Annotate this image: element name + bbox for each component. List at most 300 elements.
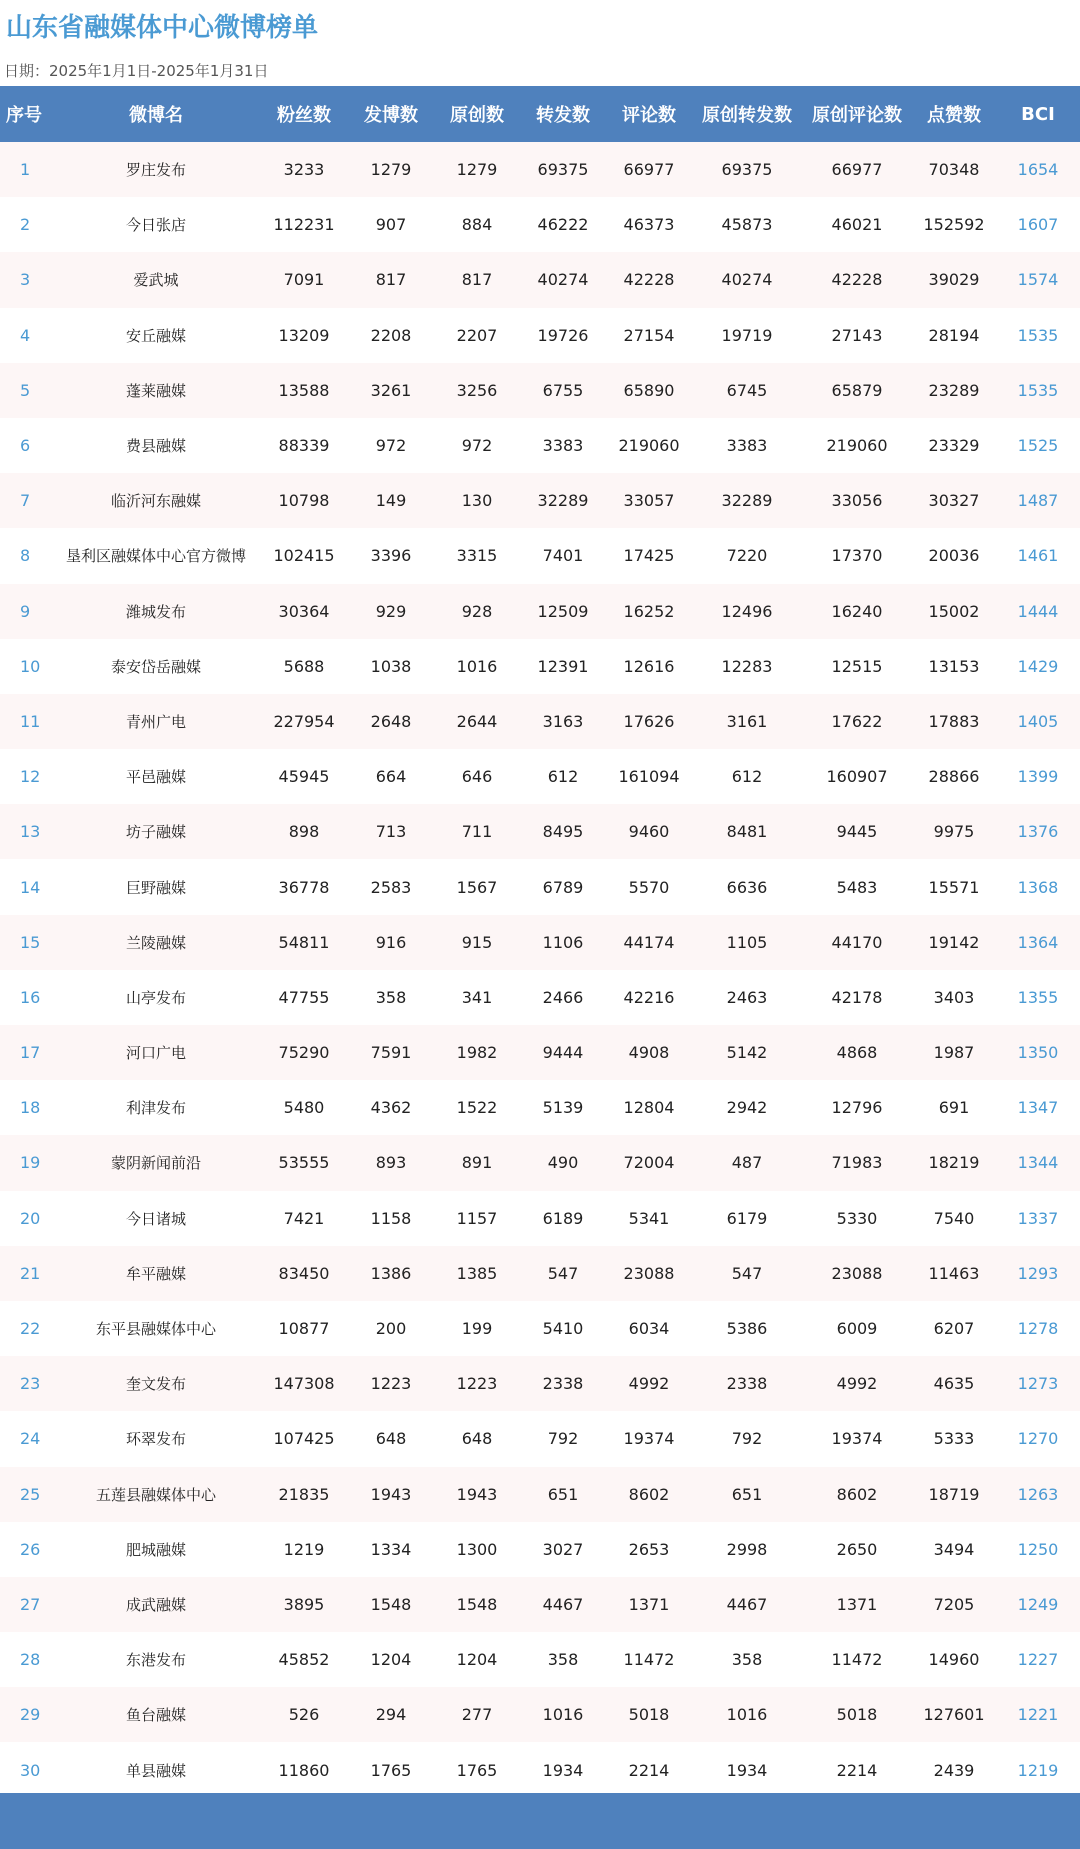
followers-cell: 107425 xyxy=(273,1429,335,1449)
likes-cell: 691 xyxy=(938,1098,970,1118)
posts-cell: 1223 xyxy=(370,1374,412,1394)
comments-cell: 72004 xyxy=(623,1153,675,1173)
posts-cell: 1204 xyxy=(370,1650,412,1670)
reposts-cell: 69375 xyxy=(537,160,589,180)
rank-cell: 3 xyxy=(20,270,31,290)
likes-cell: 3494 xyxy=(933,1539,975,1559)
posts-cell: 1038 xyxy=(370,656,412,676)
column-header-weibo-name[interactable]: 微博名 xyxy=(129,105,183,126)
likes-cell: 18219 xyxy=(928,1153,980,1173)
table-row xyxy=(0,1742,1080,1797)
posts-cell: 893 xyxy=(375,1153,407,1173)
bci-cell: 1350 xyxy=(1017,1043,1059,1063)
original-reposts-cell: 4467 xyxy=(726,1594,768,1614)
original-comments-cell: 4992 xyxy=(836,1374,878,1394)
weibo-name-cell: 五莲县融媒体中心 xyxy=(95,1485,216,1504)
likes-cell: 6207 xyxy=(933,1319,975,1339)
comments-cell: 42216 xyxy=(623,987,675,1007)
weibo-name-cell: 垦利区融媒体中心官方微博 xyxy=(65,547,246,566)
posts-cell: 7591 xyxy=(370,1043,412,1063)
likes-cell: 3403 xyxy=(933,987,975,1007)
bci-cell: 1429 xyxy=(1017,656,1059,676)
original-cell: 915 xyxy=(461,932,493,952)
likes-cell: 4635 xyxy=(933,1374,975,1394)
table-row xyxy=(0,915,1080,970)
column-header-original[interactable]: 原创数 xyxy=(450,105,504,126)
posts-cell: 972 xyxy=(375,436,407,456)
followers-cell: 53555 xyxy=(278,1153,330,1173)
table-row xyxy=(0,694,1080,749)
comments-cell: 65890 xyxy=(623,380,675,400)
reposts-cell: 1934 xyxy=(542,1760,584,1780)
header-row xyxy=(0,86,1080,142)
table-row xyxy=(0,1080,1080,1135)
original-cell: 891 xyxy=(461,1153,493,1173)
followers-cell: 3895 xyxy=(283,1594,325,1614)
reposts-cell: 3163 xyxy=(542,711,584,731)
posts-cell: 3261 xyxy=(370,380,412,400)
column-header-original-reposts[interactable]: 原创转发数 xyxy=(702,105,792,126)
original-comments-cell: 44170 xyxy=(831,932,883,952)
bci-cell: 1355 xyxy=(1017,987,1059,1007)
weibo-name-cell: 安丘融媒 xyxy=(125,326,186,345)
followers-cell: 227954 xyxy=(273,711,335,731)
posts-cell: 817 xyxy=(375,270,407,290)
table-header xyxy=(0,86,1080,142)
original-reposts-cell: 12496 xyxy=(721,601,773,621)
bci-cell: 1227 xyxy=(1017,1650,1059,1670)
original-reposts-cell: 5386 xyxy=(726,1319,768,1339)
likes-cell: 15571 xyxy=(928,877,980,897)
original-comments-cell: 19374 xyxy=(831,1429,883,1449)
weibo-name-cell: 爱武城 xyxy=(133,271,179,290)
original-reposts-cell: 1934 xyxy=(726,1760,768,1780)
reposts-cell: 7401 xyxy=(542,546,584,566)
rank-cell: 25 xyxy=(20,1484,41,1504)
table-row xyxy=(0,197,1080,252)
comments-cell: 33057 xyxy=(623,491,675,511)
ranking-table xyxy=(0,86,1080,1798)
rank-cell: 22 xyxy=(20,1319,41,1339)
comments-cell: 17626 xyxy=(623,711,675,731)
rank-cell: 26 xyxy=(20,1539,41,1559)
original-comments-cell: 27143 xyxy=(831,325,883,345)
rank-cell: 1 xyxy=(20,160,31,180)
original-cell: 277 xyxy=(461,1705,493,1725)
table-row xyxy=(0,1632,1080,1687)
rank-cell: 24 xyxy=(20,1429,41,1449)
table-row xyxy=(0,1411,1080,1466)
original-cell: 1016 xyxy=(456,656,498,676)
reposts-cell: 3383 xyxy=(542,436,584,456)
original-cell: 2207 xyxy=(456,325,498,345)
original-reposts-cell: 5142 xyxy=(726,1043,768,1063)
posts-cell: 4362 xyxy=(370,1098,412,1118)
rank-cell: 2 xyxy=(20,215,31,235)
reposts-cell: 490 xyxy=(547,1153,579,1173)
posts-cell: 149 xyxy=(375,491,407,511)
original-comments-cell: 1371 xyxy=(836,1594,878,1614)
original-reposts-cell: 547 xyxy=(731,1263,763,1283)
rank-cell: 6 xyxy=(20,436,31,456)
original-cell: 1279 xyxy=(456,160,498,180)
posts-cell: 294 xyxy=(375,1705,407,1725)
bci-cell: 1535 xyxy=(1017,380,1059,400)
followers-cell: 54811 xyxy=(278,932,330,952)
bci-cell: 1344 xyxy=(1017,1153,1059,1173)
weibo-name-cell: 青州广电 xyxy=(125,712,186,731)
comments-cell: 11472 xyxy=(623,1650,675,1670)
original-comments-cell: 17370 xyxy=(831,546,883,566)
reposts-cell: 6755 xyxy=(542,380,584,400)
followers-cell: 45852 xyxy=(278,1650,330,1670)
comments-cell: 9460 xyxy=(628,822,670,842)
likes-cell: 23289 xyxy=(928,380,980,400)
original-cell: 1522 xyxy=(456,1098,498,1118)
original-cell: 2644 xyxy=(456,711,498,731)
table-row xyxy=(0,1522,1080,1577)
original-comments-cell: 33056 xyxy=(831,491,883,511)
reposts-cell: 5139 xyxy=(542,1098,584,1118)
reposts-cell: 6789 xyxy=(542,877,584,897)
reposts-cell: 9444 xyxy=(542,1043,584,1063)
original-cell: 3256 xyxy=(456,380,498,400)
followers-cell: 3233 xyxy=(283,160,325,180)
likes-cell: 17883 xyxy=(928,711,980,731)
column-header-posts[interactable]: 发博数 xyxy=(364,105,418,126)
original-comments-cell: 42228 xyxy=(831,270,883,290)
weibo-name-cell: 肥城融媒 xyxy=(125,1540,186,1559)
original-cell: 648 xyxy=(461,1429,493,1449)
comments-cell: 27154 xyxy=(623,325,675,345)
column-header-comments[interactable]: 评论数 xyxy=(622,105,676,126)
posts-cell: 1279 xyxy=(370,160,412,180)
original-comments-cell: 42178 xyxy=(831,987,883,1007)
reposts-cell: 19726 xyxy=(537,325,589,345)
table-row xyxy=(0,859,1080,914)
reposts-cell: 358 xyxy=(547,1650,579,1670)
posts-cell: 1334 xyxy=(370,1539,412,1559)
likes-cell: 28866 xyxy=(928,767,980,787)
bci-cell: 1607 xyxy=(1017,215,1059,235)
original-reposts-cell: 69375 xyxy=(721,160,773,180)
rank-cell: 14 xyxy=(20,877,41,897)
reposts-cell: 792 xyxy=(547,1429,579,1449)
reposts-cell: 12509 xyxy=(537,601,589,621)
rank-cell: 16 xyxy=(20,987,41,1007)
original-reposts-cell: 3383 xyxy=(726,436,768,456)
bci-cell: 1337 xyxy=(1017,1208,1059,1228)
comments-cell: 219060 xyxy=(618,436,680,456)
reposts-cell: 32289 xyxy=(537,491,589,511)
likes-cell: 7540 xyxy=(933,1208,975,1228)
followers-cell: 5480 xyxy=(283,1098,325,1118)
original-reposts-cell: 6636 xyxy=(726,877,768,897)
original-cell: 646 xyxy=(461,767,493,787)
posts-cell: 2208 xyxy=(370,325,412,345)
table-row xyxy=(0,528,1080,583)
rank-cell: 20 xyxy=(20,1208,41,1228)
bci-cell: 1461 xyxy=(1017,546,1059,566)
comments-cell: 2214 xyxy=(628,1760,670,1780)
posts-cell: 1386 xyxy=(370,1263,412,1283)
original-cell: 972 xyxy=(461,436,493,456)
followers-cell: 13209 xyxy=(278,325,330,345)
original-comments-cell: 5330 xyxy=(836,1208,878,1228)
table-row xyxy=(0,418,1080,473)
original-reposts-cell: 1105 xyxy=(726,932,768,952)
likes-cell: 15002 xyxy=(928,601,980,621)
table-row xyxy=(0,1577,1080,1632)
original-cell: 1982 xyxy=(456,1043,498,1063)
rank-cell: 10 xyxy=(20,656,41,676)
table-row xyxy=(0,252,1080,307)
comments-cell: 16252 xyxy=(623,601,675,621)
likes-cell: 18719 xyxy=(928,1484,980,1504)
original-comments-cell: 5018 xyxy=(836,1705,878,1725)
rank-cell: 27 xyxy=(20,1594,41,1614)
rank-cell: 17 xyxy=(20,1043,41,1063)
comments-cell: 8602 xyxy=(628,1484,670,1504)
original-comments-cell: 12515 xyxy=(831,656,883,676)
reposts-cell: 8495 xyxy=(542,822,584,842)
followers-cell: 5688 xyxy=(283,656,325,676)
bci-cell: 1574 xyxy=(1017,270,1059,290)
posts-cell: 648 xyxy=(375,1429,407,1449)
original-comments-cell: 12796 xyxy=(831,1098,883,1118)
original-reposts-cell: 2998 xyxy=(726,1539,768,1559)
reposts-cell: 5410 xyxy=(542,1319,584,1339)
column-header-bci[interactable]: BCI xyxy=(1021,103,1055,125)
weibo-name-cell: 兰陵融媒 xyxy=(125,933,186,952)
posts-cell: 2583 xyxy=(370,877,412,897)
bci-cell: 1405 xyxy=(1017,711,1059,731)
likes-cell: 28194 xyxy=(928,325,980,345)
posts-cell: 3396 xyxy=(370,546,412,566)
comments-cell: 6034 xyxy=(628,1319,670,1339)
followers-cell: 30364 xyxy=(278,601,330,621)
posts-cell: 916 xyxy=(375,932,407,952)
rank-cell: 18 xyxy=(20,1098,41,1118)
likes-cell: 23329 xyxy=(928,436,980,456)
followers-cell: 102415 xyxy=(273,546,335,566)
original-cell: 1385 xyxy=(456,1263,498,1283)
table-row xyxy=(0,970,1080,1025)
weibo-name-cell: 奎文发布 xyxy=(125,1375,186,1394)
posts-cell: 358 xyxy=(375,987,407,1007)
weibo-name-cell: 潍城发布 xyxy=(125,602,186,621)
column-header-likes[interactable]: 点赞数 xyxy=(927,105,981,126)
weibo-name-cell: 蓬莱融媒 xyxy=(125,381,186,400)
original-cell: 3315 xyxy=(456,546,498,566)
original-reposts-cell: 6179 xyxy=(726,1208,768,1228)
bci-cell: 1221 xyxy=(1017,1705,1059,1725)
comments-cell: 4908 xyxy=(628,1043,670,1063)
followers-cell: 1219 xyxy=(283,1539,325,1559)
column-header-original-comments[interactable]: 原创评论数 xyxy=(812,105,902,126)
bci-cell: 1278 xyxy=(1017,1319,1059,1339)
bci-cell: 1535 xyxy=(1017,325,1059,345)
original-reposts-cell: 8481 xyxy=(726,822,768,842)
original-cell: 1943 xyxy=(456,1484,498,1504)
followers-cell: 36778 xyxy=(278,877,330,897)
weibo-name-cell: 东平县融媒体中心 xyxy=(95,1320,216,1339)
rank-cell: 4 xyxy=(20,325,31,345)
reposts-cell: 547 xyxy=(547,1263,579,1283)
page-title: 山东省融媒体中心微博榜单 xyxy=(6,13,319,43)
original-comments-cell: 2650 xyxy=(836,1539,878,1559)
original-cell: 1765 xyxy=(456,1760,498,1780)
comments-cell: 161094 xyxy=(618,767,680,787)
followers-cell: 83450 xyxy=(278,1263,330,1283)
weibo-name-cell: 蒙阴新闻前沿 xyxy=(110,1154,201,1173)
table-row xyxy=(0,1301,1080,1356)
original-reposts-cell: 19719 xyxy=(721,325,773,345)
followers-cell: 11860 xyxy=(278,1760,330,1780)
posts-cell: 1943 xyxy=(370,1484,412,1504)
original-reposts-cell: 487 xyxy=(731,1153,763,1173)
reposts-cell: 612 xyxy=(547,767,579,787)
original-cell: 1204 xyxy=(456,1650,498,1670)
date-range-label: 日期：2025年1月1日-2025年1月31日 xyxy=(4,62,269,80)
likes-cell: 5333 xyxy=(933,1429,975,1449)
column-header-rank[interactable]: 序号 xyxy=(6,105,42,126)
table-row xyxy=(0,749,1080,804)
column-header-followers[interactable]: 粉丝数 xyxy=(277,105,331,126)
likes-cell: 30327 xyxy=(928,491,980,511)
followers-cell: 75290 xyxy=(278,1043,330,1063)
bci-cell: 1444 xyxy=(1017,601,1059,621)
posts-cell: 907 xyxy=(375,215,407,235)
posts-cell: 713 xyxy=(375,822,407,842)
likes-cell: 152592 xyxy=(923,215,985,235)
rank-cell: 8 xyxy=(20,546,31,566)
weibo-name-cell: 鱼台融媒 xyxy=(125,1706,186,1725)
followers-cell: 21835 xyxy=(278,1484,330,1504)
comments-cell: 42228 xyxy=(623,270,675,290)
posts-cell: 664 xyxy=(375,767,407,787)
posts-cell: 200 xyxy=(375,1319,407,1339)
table-row xyxy=(0,1246,1080,1301)
table-row xyxy=(0,473,1080,528)
original-comments-cell: 17622 xyxy=(831,711,883,731)
table-body xyxy=(0,142,1080,1798)
comments-cell: 19374 xyxy=(623,1429,675,1449)
bci-cell: 1364 xyxy=(1017,932,1059,952)
comments-cell: 5570 xyxy=(628,877,670,897)
original-reposts-cell: 792 xyxy=(731,1429,763,1449)
original-cell: 1548 xyxy=(456,1594,498,1614)
reposts-cell: 2338 xyxy=(542,1374,584,1394)
bci-cell: 1347 xyxy=(1017,1098,1059,1118)
likes-cell: 2439 xyxy=(933,1760,975,1780)
followers-cell: 88339 xyxy=(278,436,330,456)
bci-cell: 1263 xyxy=(1017,1484,1059,1504)
likes-cell: 7205 xyxy=(933,1594,975,1614)
weibo-name-cell: 泰安岱岳融媒 xyxy=(110,657,201,676)
bci-cell: 1487 xyxy=(1017,491,1059,511)
likes-cell: 127601 xyxy=(923,1705,985,1725)
rank-cell: 30 xyxy=(20,1760,41,1780)
original-reposts-cell: 2463 xyxy=(726,987,768,1007)
bci-cell: 1293 xyxy=(1017,1263,1059,1283)
reposts-cell: 2466 xyxy=(542,987,584,1007)
original-cell: 341 xyxy=(461,987,493,1007)
original-comments-cell: 5483 xyxy=(836,877,878,897)
rank-cell: 23 xyxy=(20,1374,41,1394)
original-cell: 199 xyxy=(461,1319,493,1339)
rank-cell: 13 xyxy=(20,822,41,842)
original-comments-cell: 219060 xyxy=(826,436,888,456)
weibo-name-cell: 罗庄发布 xyxy=(125,161,186,180)
posts-cell: 1765 xyxy=(370,1760,412,1780)
original-reposts-cell: 651 xyxy=(731,1484,763,1504)
weibo-name-cell: 坊子融媒 xyxy=(125,823,186,842)
original-cell: 817 xyxy=(461,270,493,290)
followers-cell: 45945 xyxy=(278,767,330,787)
reposts-cell: 40274 xyxy=(537,270,589,290)
weibo-name-cell: 平邑融媒 xyxy=(125,768,186,787)
likes-cell: 20036 xyxy=(928,546,980,566)
footer-bar xyxy=(0,1793,1080,1849)
table-row xyxy=(0,1135,1080,1190)
rank-cell: 28 xyxy=(20,1650,41,1670)
followers-cell: 47755 xyxy=(278,987,330,1007)
reposts-cell: 651 xyxy=(547,1484,579,1504)
original-comments-cell: 6009 xyxy=(836,1319,878,1339)
weibo-name-cell: 临沂河东融媒 xyxy=(110,492,201,511)
bci-cell: 1219 xyxy=(1017,1760,1059,1780)
bci-cell: 1250 xyxy=(1017,1539,1059,1559)
comments-cell: 23088 xyxy=(623,1263,675,1283)
weibo-name-cell: 山亭发布 xyxy=(125,988,186,1007)
original-reposts-cell: 2338 xyxy=(726,1374,768,1394)
original-reposts-cell: 6745 xyxy=(726,380,768,400)
original-comments-cell: 16240 xyxy=(831,601,883,621)
table-row xyxy=(0,1687,1080,1742)
followers-cell: 112231 xyxy=(273,215,335,235)
rank-cell: 5 xyxy=(20,380,31,400)
comments-cell: 5018 xyxy=(628,1705,670,1725)
likes-cell: 11463 xyxy=(928,1263,980,1283)
bci-cell: 1376 xyxy=(1017,822,1059,842)
followers-cell: 10798 xyxy=(278,491,330,511)
original-comments-cell: 65879 xyxy=(831,380,883,400)
rank-cell: 15 xyxy=(20,932,41,952)
bci-cell: 1368 xyxy=(1017,877,1059,897)
followers-cell: 7421 xyxy=(283,1208,325,1228)
original-reposts-cell: 7220 xyxy=(726,546,768,566)
comments-cell: 4992 xyxy=(628,1374,670,1394)
bci-cell: 1525 xyxy=(1017,436,1059,456)
original-cell: 1300 xyxy=(456,1539,498,1559)
original-reposts-cell: 612 xyxy=(731,767,763,787)
followers-cell: 13588 xyxy=(278,380,330,400)
likes-cell: 14960 xyxy=(928,1650,980,1670)
reposts-cell: 6189 xyxy=(542,1208,584,1228)
original-comments-cell: 11472 xyxy=(831,1650,883,1670)
table-row xyxy=(0,363,1080,418)
original-comments-cell: 9445 xyxy=(836,822,878,842)
likes-cell: 1987 xyxy=(933,1043,975,1063)
comments-cell: 44174 xyxy=(623,932,675,952)
followers-cell: 10877 xyxy=(278,1319,330,1339)
column-header-reposts[interactable]: 转发数 xyxy=(536,105,590,126)
followers-cell: 898 xyxy=(288,822,320,842)
rank-cell: 12 xyxy=(20,767,41,787)
original-cell: 1567 xyxy=(456,877,498,897)
original-reposts-cell: 45873 xyxy=(721,215,773,235)
